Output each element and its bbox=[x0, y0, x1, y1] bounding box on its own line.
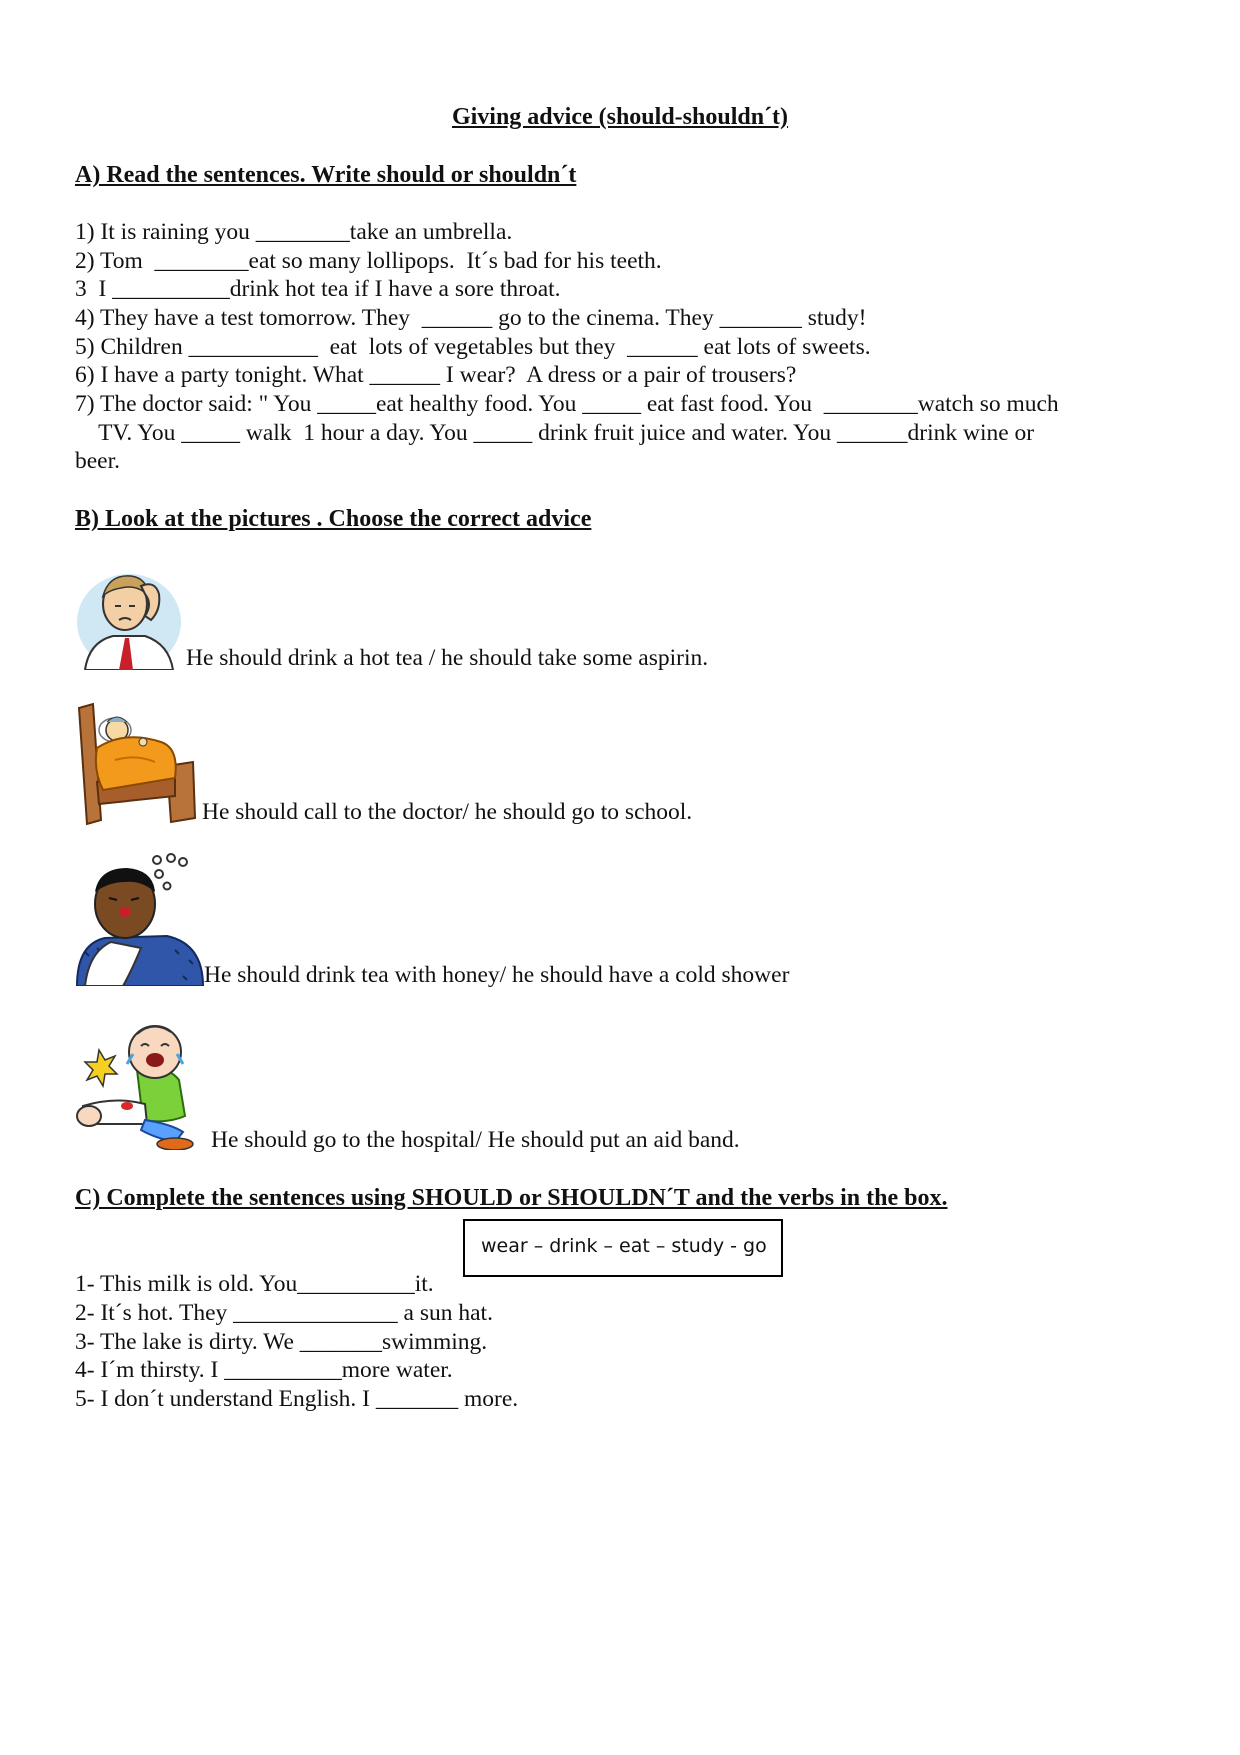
sick-child-in-bed-picture bbox=[75, 700, 197, 826]
section-b-heading: B) Look at the pictures . Choose the correct advice bbox=[75, 506, 592, 532]
verb-box: wear – drink – eat – study - go bbox=[463, 1219, 783, 1277]
section-c-line-2: 2- It´s hot. They ______________ a sun hat. bbox=[75, 1300, 493, 1326]
crying-boy-hurt-knee-picture bbox=[75, 1020, 205, 1150]
section-a-line-3: 3 I __________drink hot tea if I have a sore throat. bbox=[75, 276, 561, 302]
section-c-line-5: 5- I don´t understand English. I _______ more. bbox=[75, 1386, 519, 1412]
section-a-line-6: 6) I have a party tonight. What ______ I wear? A dress or a pair of trousers? bbox=[75, 362, 797, 388]
advice-option-4: He should go to the hospital/ He should put an aid band. bbox=[211, 1127, 740, 1153]
section-a-line-7: 7) The doctor said: " You _____eat healthy food. You _____ eat fast food. You ________watch so much bbox=[75, 391, 1059, 417]
section-c-line-1: 1- This milk is old. You__________it. bbox=[75, 1271, 434, 1297]
man-with-headache-picture bbox=[75, 560, 183, 670]
section-a-line-8: TV. You _____ walk 1 hour a day. You _____ drink fruit juice and water. You ______drink wine or bbox=[75, 420, 1035, 446]
section-a-line-4: 4) They have a test tomorrow. They ______ go to the cinema. They _______ study! bbox=[75, 305, 867, 331]
section-a-line-5: 5) Children ___________ eat lots of vegetables but they ______ eat lots of sweets. bbox=[75, 334, 871, 360]
section-a-line-1: 1) It is raining you ________take an umbrella. bbox=[75, 219, 513, 245]
section-a-line-2: 2) Tom ________eat so many lollipops. It´s bad for his teeth. bbox=[75, 248, 662, 274]
man-with-cold-picture bbox=[75, 852, 205, 986]
page-title: Giving advice (should-shouldn´t) bbox=[451, 104, 789, 130]
advice-option-1: He should drink a hot tea / he should take some aspirin. bbox=[186, 645, 709, 671]
advice-option-2: He should call to the doctor/ he should go to school. bbox=[202, 799, 693, 825]
section-c-heading: C) Complete the sentences using SHOULD or SHOULDN´T and the verbs in the box. bbox=[75, 1185, 948, 1211]
section-a-line-9: beer. bbox=[75, 448, 121, 474]
section-c-line-4: 4- I´m thirsty. I __________more water. bbox=[75, 1357, 453, 1383]
section-a-heading: A) Read the sentences. Write should or shouldn´t bbox=[75, 162, 577, 188]
section-c-line-3: 3- The lake is dirty. We _______swimming. bbox=[75, 1329, 488, 1355]
advice-option-3: He should drink tea with honey/ he should have a cold shower bbox=[204, 962, 790, 988]
